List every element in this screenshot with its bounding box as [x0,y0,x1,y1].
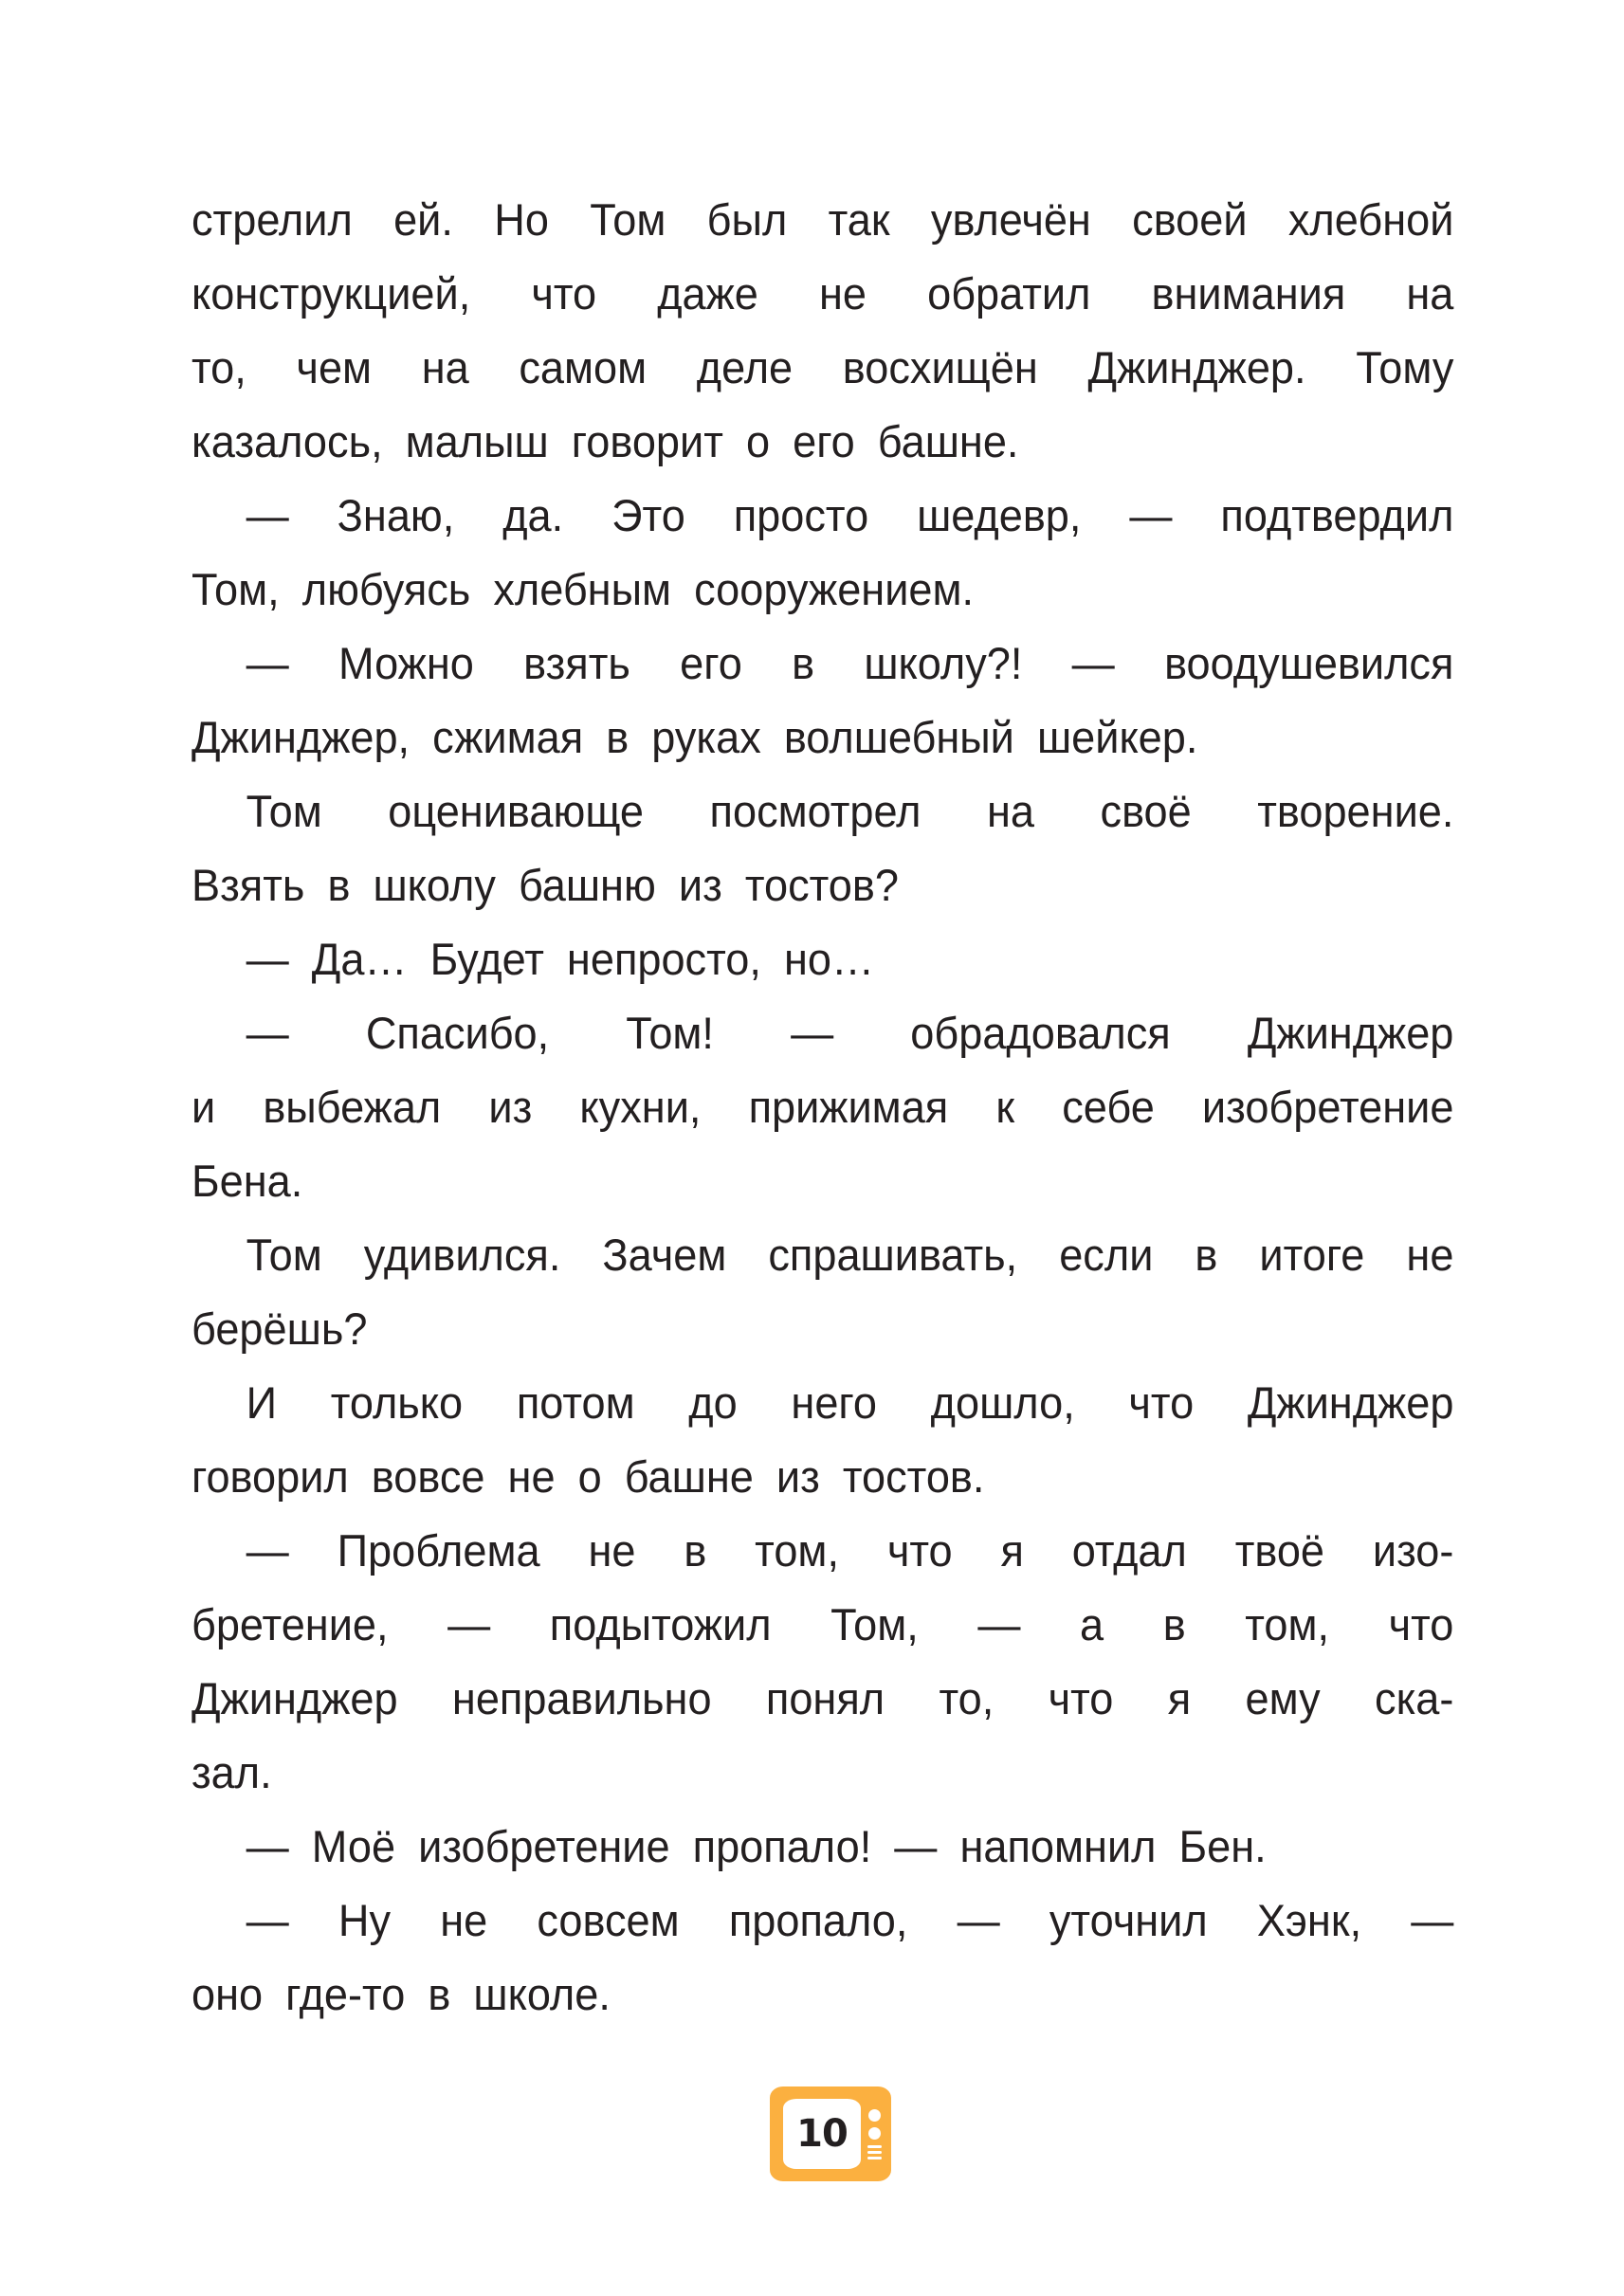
text-line: — Спасибо, Том! — обрадовался Джинджер [246,1008,1454,1058]
text-line: стрелил ей. Но Том был так увлечён своей хлебной [192,194,1454,245]
text-line: — Ну не совсем пропало, — уточнил Хэнк, — [246,1895,1454,1945]
text-line: зал. [192,1747,272,1797]
text-line: И только потом до него дошло, что Джинджер [246,1377,1454,1428]
page-number-badge [770,2086,891,2181]
text-line: и выбежал из кухни, прижимая к себе изобретение [192,1082,1454,1132]
text-line: — Да… Будет непросто, но… [246,934,875,984]
text-line: говорил вовсе не о башне из тостов. [192,1451,985,1502]
text-line: — Проблема не в том, что я отдал твоё изо- [246,1525,1454,1576]
body-text [192,183,1453,2032]
text-line: конструкцией, что даже не обратил внимания на [192,268,1454,319]
text-line: — Можно взять его в школу?! — воодушевился [246,638,1454,688]
text-line: — Моё изобретение пропало! — напомнил Бен. [246,1821,1267,1871]
text-line: Взять в школу башню из тостов? [192,860,899,910]
text-line: Бена. [192,1156,303,1206]
text-line: Джинджер неправильно понял то, что я ему ска- [192,1673,1454,1723]
text-line: казалось, малыш говорит о его башне. [192,416,1019,466]
text-line: Том, любуясь хлебным сооружением. [192,564,975,614]
text-line: оно где-то в школе. [192,1969,611,2019]
text-line: то, чем на самом деле восхищён Джинджер. Тому [192,342,1454,392]
text-line: берёшь? [192,1303,368,1354]
tv-speaker-icon [867,2145,882,2148]
tv-speaker-icon [867,2157,882,2159]
text-line: бретение, — подытожил Том, — а в том, что [192,1599,1454,1649]
text-line: Том оценивающе посмотрел на своё творение. [246,786,1454,836]
page-number: 10 [796,2112,848,2156]
tv-knob-icon [868,2109,881,2122]
tv-speaker-icon [867,2151,882,2154]
text-line: Джинджер, сжимая в руках волшебный шейкер. [192,712,1198,762]
tv-knob-icon [868,2127,881,2140]
text-line: — Знаю, да. Это просто шедевр, — подтвердил [246,490,1454,540]
text-line: Том удивился. Зачем спрашивать, если в итоге не [246,1230,1454,1280]
